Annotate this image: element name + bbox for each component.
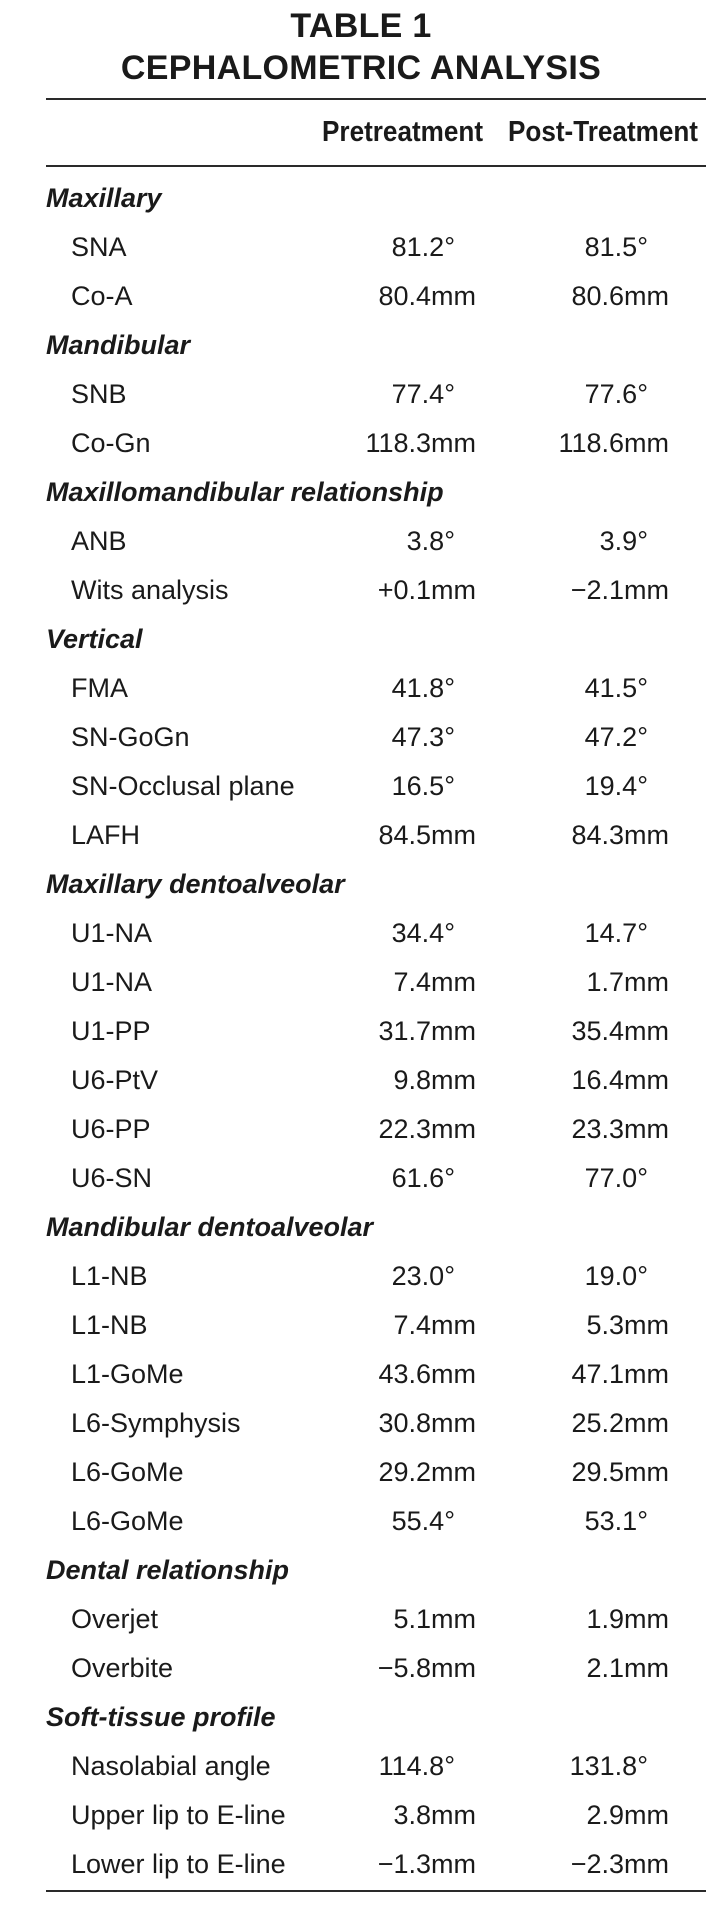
row-label: Upper lip to E-line bbox=[71, 1800, 286, 1830]
pretreatment-value: 34.4° bbox=[391, 918, 455, 948]
table-row bbox=[0, 1105, 722, 1154]
pretreatment-value: 61.6° bbox=[391, 1163, 455, 1193]
pretreatment-value: 5.1mm bbox=[393, 1604, 476, 1634]
pretreatment-value: 3.8° bbox=[406, 526, 455, 556]
pretreatment-value: 7.4mm bbox=[393, 1310, 476, 1340]
pretreatment-value: 23.0° bbox=[391, 1261, 455, 1291]
table-row bbox=[0, 1154, 722, 1203]
pretreatment-value: 3.8mm bbox=[393, 1800, 476, 1830]
table-row bbox=[0, 1301, 722, 1350]
table-row bbox=[0, 1742, 722, 1791]
row-label: Co-Gn bbox=[71, 428, 151, 458]
pretreatment-value: −5.8mm bbox=[377, 1653, 476, 1683]
table-row bbox=[0, 1497, 722, 1546]
section-label: Soft-tissue profile bbox=[46, 1702, 276, 1732]
section-label: Mandibular dentoalveolar bbox=[46, 1212, 374, 1242]
table-row bbox=[0, 419, 722, 468]
section-label: Maxillary dentoalveolar bbox=[46, 869, 345, 899]
post-treatment-value: 16.4mm bbox=[571, 1065, 669, 1095]
row-label: L1-GoMe bbox=[71, 1359, 184, 1389]
table-row bbox=[0, 1399, 722, 1448]
pretreatment-value: 114.8° bbox=[378, 1751, 455, 1781]
row-label: U1-PP bbox=[71, 1016, 151, 1046]
pretreatment-value: 118.3mm bbox=[365, 428, 476, 458]
table-row bbox=[0, 1350, 722, 1399]
row-label: LAFH bbox=[71, 820, 141, 850]
post-treatment-value: 5.3mm bbox=[586, 1310, 669, 1340]
table-row bbox=[0, 566, 722, 615]
pretreatment-value: 47.3° bbox=[391, 722, 455, 752]
table-row bbox=[0, 909, 722, 958]
post-treatment-value: 1.9mm bbox=[586, 1604, 669, 1634]
post-treatment-value: 29.5mm bbox=[571, 1457, 669, 1487]
post-treatment-value: 23.3mm bbox=[571, 1114, 669, 1144]
pretreatment-value: +0.1mm bbox=[377, 575, 476, 605]
table-row bbox=[0, 370, 722, 419]
pretreatment-value: −1.3mm bbox=[377, 1849, 476, 1879]
post-treatment-value: 14.7° bbox=[584, 918, 648, 948]
table-row bbox=[0, 272, 722, 321]
row-label: L1-NB bbox=[71, 1261, 148, 1291]
row-label: SN-GoGn bbox=[71, 722, 190, 752]
pretreatment-value: 30.8mm bbox=[378, 1408, 476, 1438]
post-treatment-value: 80.6mm bbox=[571, 281, 669, 311]
post-treatment-value: 47.2° bbox=[584, 722, 648, 752]
row-label: SNA bbox=[71, 232, 127, 262]
row-label: U6-PtV bbox=[71, 1065, 159, 1095]
table-row bbox=[0, 1252, 722, 1301]
table-row bbox=[0, 223, 722, 272]
post-treatment-value: 3.9° bbox=[599, 526, 648, 556]
pretreatment-value: 43.6mm bbox=[378, 1359, 476, 1389]
post-treatment-value: 84.3mm bbox=[571, 820, 669, 850]
row-label: L1-NB bbox=[71, 1310, 148, 1340]
section-header bbox=[0, 615, 722, 664]
table-row bbox=[0, 1644, 722, 1693]
row-label: U1-NA bbox=[71, 967, 153, 997]
row-label: L6-GoMe bbox=[71, 1506, 184, 1536]
section-label: Maxillary bbox=[46, 183, 162, 213]
post-treatment-value: 53.1° bbox=[584, 1506, 648, 1536]
post-treatment-value: 1.7mm bbox=[586, 967, 669, 997]
row-label: ANB bbox=[71, 526, 127, 556]
table-row bbox=[0, 1791, 722, 1840]
section-label: Vertical bbox=[46, 624, 143, 654]
row-label: Overjet bbox=[71, 1604, 159, 1634]
section-header bbox=[0, 860, 722, 909]
post-treatment-value: 19.0° bbox=[584, 1261, 648, 1291]
table-row bbox=[0, 1007, 722, 1056]
table-row bbox=[0, 713, 722, 762]
post-treatment-value: 2.9mm bbox=[586, 1800, 669, 1830]
pretreatment-value: 81.2° bbox=[391, 232, 455, 262]
pretreatment-value: 9.8mm bbox=[393, 1065, 476, 1095]
row-label: L6-GoMe bbox=[71, 1457, 184, 1487]
pretreatment-value: 7.4mm bbox=[393, 967, 476, 997]
row-label: Overbite bbox=[71, 1653, 174, 1683]
pretreatment-value: 80.4mm bbox=[378, 281, 476, 311]
post-treatment-value: 118.6mm bbox=[558, 428, 669, 458]
row-label: Co-A bbox=[71, 281, 133, 311]
post-treatment-value: 77.0° bbox=[584, 1163, 648, 1193]
header-rule bbox=[46, 165, 706, 167]
pretreatment-value: 31.7mm bbox=[378, 1016, 476, 1046]
post-treatment-value: 131.8° bbox=[569, 1751, 648, 1781]
pretreatment-value: 29.2mm bbox=[378, 1457, 476, 1487]
table-row bbox=[0, 1595, 722, 1644]
section-header bbox=[0, 468, 722, 517]
pretreatment-value: 77.4° bbox=[391, 379, 455, 409]
table-row bbox=[0, 1448, 722, 1497]
row-label: U6-PP bbox=[71, 1114, 151, 1144]
pretreatment-value: 55.4° bbox=[391, 1506, 455, 1536]
table-row bbox=[0, 1840, 722, 1889]
post-treatment-value: 25.2mm bbox=[571, 1408, 669, 1438]
row-label: L6-Symphysis bbox=[71, 1408, 241, 1438]
bottom-rule bbox=[46, 1890, 706, 1892]
post-treatment-value: 77.6° bbox=[584, 379, 648, 409]
table-number: TABLE 1 bbox=[290, 7, 432, 45]
row-label: Lower lip to E-line bbox=[71, 1849, 286, 1879]
post-treatment-value: 41.5° bbox=[584, 673, 648, 703]
row-label: SN-Occlusal plane bbox=[71, 771, 295, 801]
row-label: SNB bbox=[71, 379, 127, 409]
row-label: FMA bbox=[71, 673, 128, 703]
section-header bbox=[0, 321, 722, 370]
table-body bbox=[0, 174, 722, 1889]
row-label: U1-NA bbox=[71, 918, 153, 948]
table-row bbox=[0, 517, 722, 566]
post-treatment-value: 19.4° bbox=[584, 771, 648, 801]
pretreatment-value: 16.5° bbox=[391, 771, 455, 801]
post-treatment-value: −2.1mm bbox=[570, 575, 669, 605]
section-header bbox=[0, 1546, 722, 1595]
table-row bbox=[0, 762, 722, 811]
post-treatment-value: 47.1mm bbox=[571, 1359, 669, 1389]
table-row bbox=[0, 664, 722, 713]
row-label: Nasolabial angle bbox=[71, 1751, 271, 1781]
table-title: CEPHALOMETRIC ANALYSIS bbox=[120, 49, 602, 87]
pretreatment-value: 84.5mm bbox=[378, 820, 476, 850]
section-header bbox=[0, 1693, 722, 1742]
row-label: U6-SN bbox=[71, 1163, 153, 1193]
post-treatment-value: 81.5° bbox=[584, 232, 648, 262]
section-label: Mandibular bbox=[46, 330, 191, 360]
section-header bbox=[0, 174, 722, 223]
post-treatment-value: 35.4mm bbox=[571, 1016, 669, 1046]
table-row bbox=[0, 811, 722, 860]
post-treatment-value: −2.3mm bbox=[570, 1849, 669, 1879]
section-label: Dental relationship bbox=[46, 1555, 290, 1585]
table-row bbox=[0, 958, 722, 1007]
post-treatment-value: 2.1mm bbox=[586, 1653, 669, 1683]
pretreatment-value: 41.8° bbox=[391, 673, 455, 703]
top-rule bbox=[46, 98, 706, 100]
section-header bbox=[0, 1203, 722, 1252]
column-header-post-treatment: Post-Treatment bbox=[508, 116, 698, 148]
row-label: Wits analysis bbox=[71, 575, 229, 605]
pretreatment-value: 22.3mm bbox=[378, 1114, 476, 1144]
section-label: Maxillomandibular relationship bbox=[46, 477, 444, 507]
column-header-pretreatment: Pretreatment bbox=[322, 116, 484, 148]
table-row bbox=[0, 1056, 722, 1105]
